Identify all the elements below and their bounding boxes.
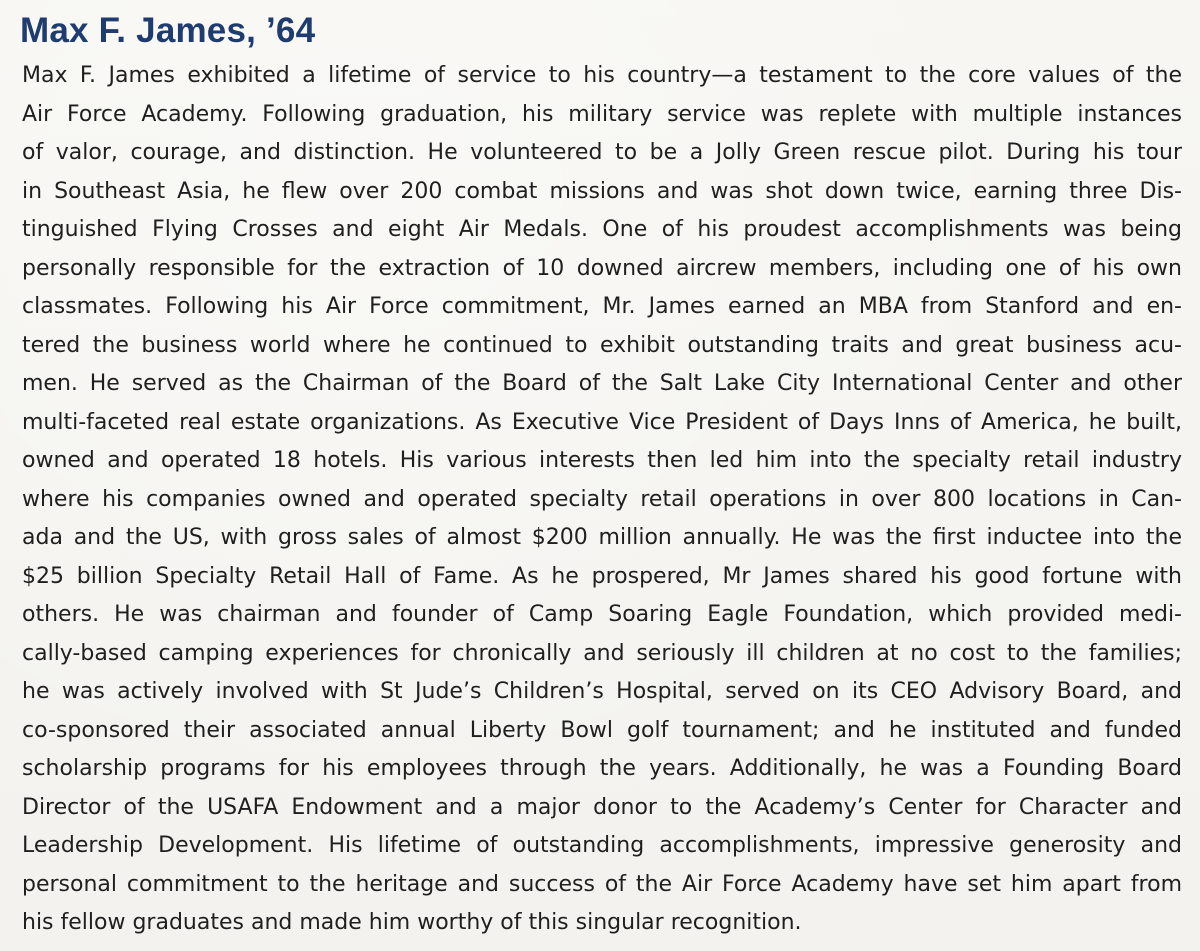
text-line: personal commitment to the heritage and success of the Air Force Academy have set him apart from <box>22 871 1182 897</box>
text-line: co-sponsored their associated annual Liberty Bowl golf tournament; and he instituted and funded <box>22 717 1182 743</box>
text-line: of valor, courage, and distinction. He volunteered to be a Jolly Green rescue pilot. During his tour <box>22 140 1182 165</box>
honoree-heading: Max F. James, ’64 <box>20 11 316 50</box>
text-line: Air Force Academy. Following graduation, his military service was replete with multiple instances <box>22 101 1182 127</box>
text-line: ada and the US, with gross sales of almost $200 million annually. He was the first inductee into the <box>22 525 1182 550</box>
text-line: men. He served as the Chairman of the Board of the Salt Lake City International Center and other <box>22 371 1182 396</box>
text-line: Director of the USAFA Endowment and a major donor to the Academy’s Center for Character and <box>22 794 1182 820</box>
text-line: tered the business world where he continued to exhibit outstanding traits and great business acu- <box>22 332 1182 358</box>
text-line: where his companies owned and operated specialty retail operations in over 800 locations in Can- <box>22 486 1182 512</box>
text-line: scholarship programs for his employees through the years. Additionally, he was a Founding Board <box>22 756 1182 781</box>
text-line: multi-faceted real estate organizations. As Executive Vice President of Days Inns of America, he built, <box>22 409 1182 435</box>
text-line: his fellow graduates and made him worthy of this singular recognition. <box>22 910 802 935</box>
text-line: owned and operated 18 hotels. His various interests then led him into the specialty retail industry <box>22 448 1182 473</box>
text-line: cally-based camping experiences for chronically and seriously ill children at no cost to the families; <box>22 640 1182 666</box>
text-line: others. He was chairman and founder of Camp Soaring Eagle Foundation, which provided medi- <box>22 602 1182 627</box>
text-line: Leadership Development. His lifetime of outstanding accomplishments, impressive generosity and <box>22 833 1182 858</box>
text-line: Max F. James exhibited a lifetime of service to his country—a testament to the core values of the <box>22 63 1182 88</box>
text-line: classmates. Following his Air Force commitment, Mr. James earned an MBA from Stanford and en- <box>22 294 1182 319</box>
text-line: he was actively involved with St Jude’s Children’s Hospital, served on its CEO Advisory Board, and <box>22 679 1182 704</box>
text-line: in Southeast Asia, he flew over 200 combat missions and was shot down twice, earning three Dis- <box>22 178 1182 204</box>
text-line: $25 billion Specialty Retail Hall of Fame. As he prospered, Mr James shared his good fortune with <box>22 563 1182 589</box>
text-line: tinguished Flying Crosses and eight Air Medals. One of his proudest accomplishments was being <box>22 217 1182 242</box>
biography-paragraph <box>22 57 1182 943</box>
text-line: personally responsible for the extraction of 10 downed aircrew members, including one of his own <box>22 255 1182 281</box>
